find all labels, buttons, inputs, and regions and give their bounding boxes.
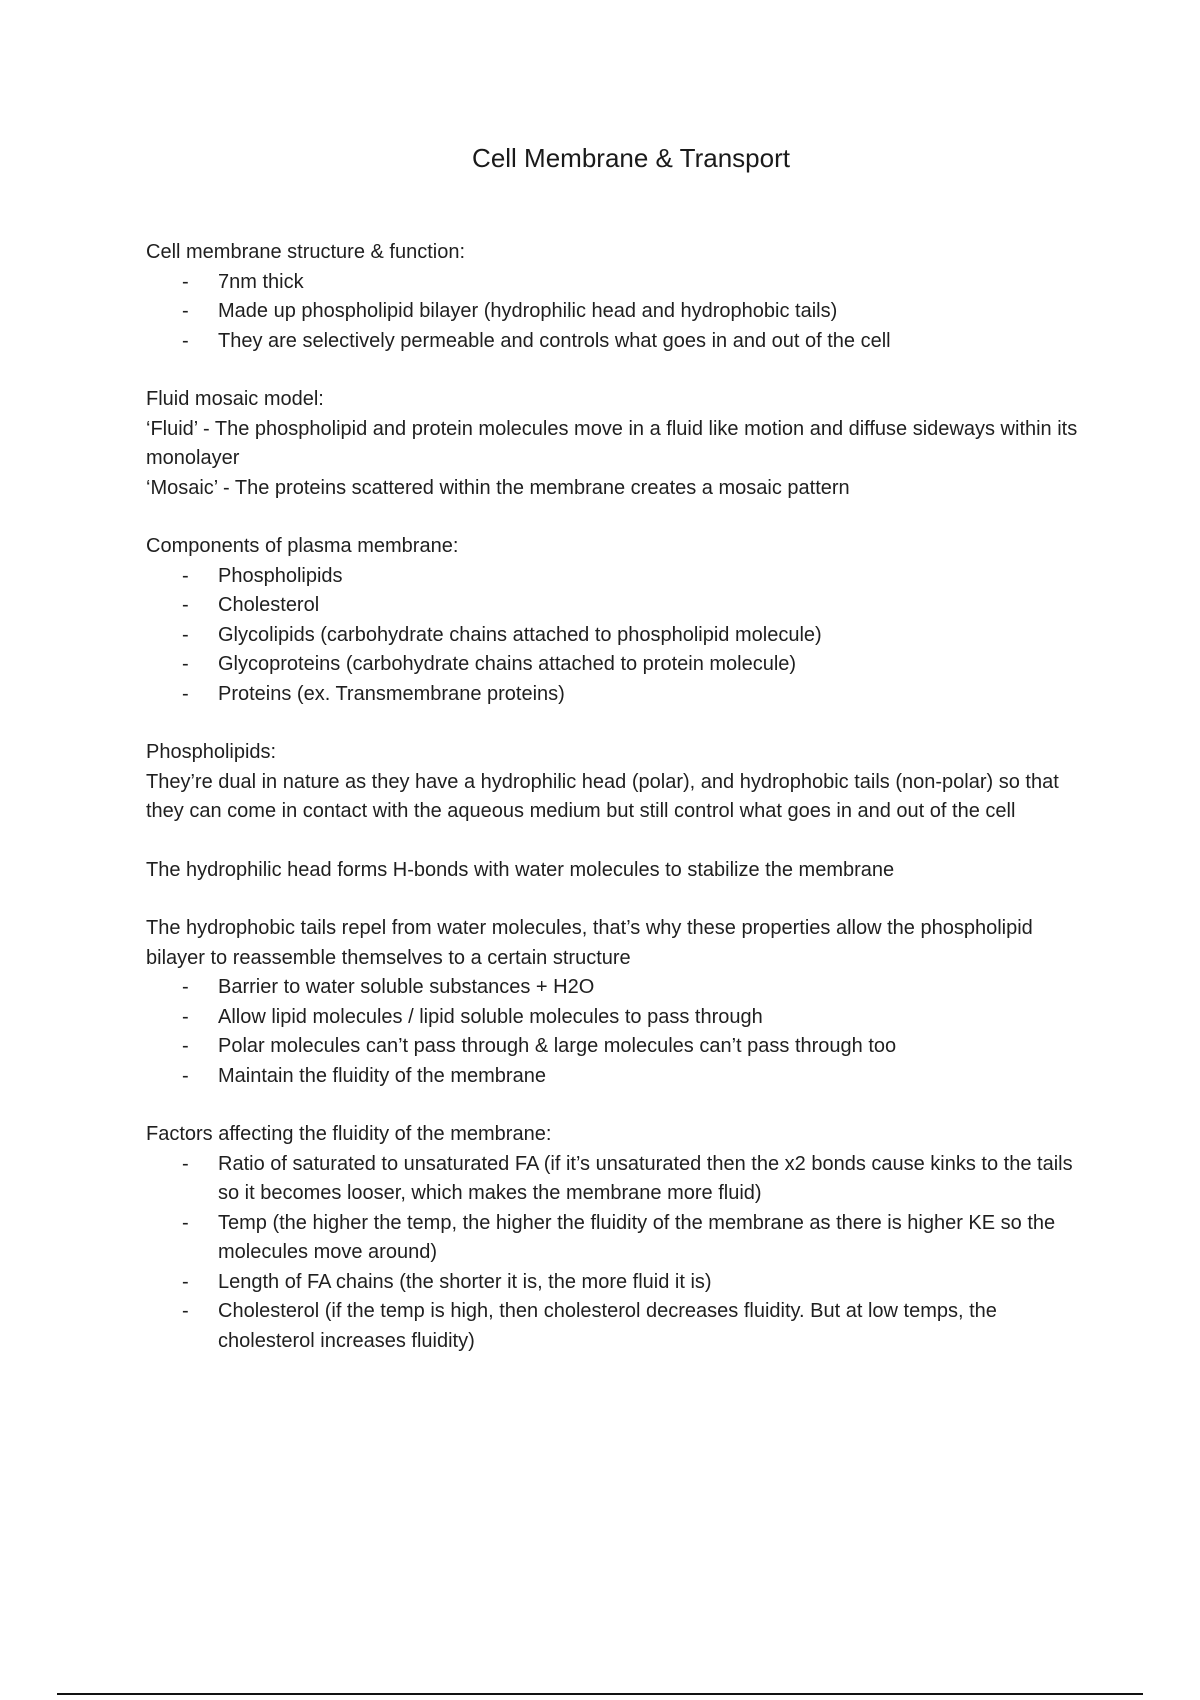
section-heading: Fluid mosaic model:	[146, 388, 324, 410]
section-heading: Components of plasma membrane:	[146, 535, 459, 557]
list-item: - Cholesterol	[146, 591, 1096, 621]
list-item: - Cholesterol (if the temp is high, then cholesterol decreases fluidity. But at low temps, the cholesterol increases fluidity)	[146, 1297, 1096, 1356]
section-factors	[146, 1120, 1096, 1356]
list-item: - Glycolipids (carbohydrate chains attached to phospholipid molecule)	[146, 621, 1096, 651]
paragraph: The hydrophobic tails repel from water molecules, that’s why these properties allow the phospholipid bilayer to reassemble themselves to a certain structure	[146, 917, 1033, 969]
list-item: - Length of FA chains (the shorter it is, the more fluid it is)	[146, 1268, 1096, 1298]
list-item: - Maintain the fluidity of the membrane	[146, 1062, 1096, 1092]
bullet-list	[146, 562, 1096, 710]
section-hydrophobic	[146, 914, 1096, 1091]
list-item: - Proteins (ex. Transmembrane proteins)	[146, 680, 1096, 710]
list-item: - 7nm thick	[146, 268, 1096, 298]
section-heading: Phospholipids:	[146, 741, 277, 763]
section-fluid-mosaic	[146, 385, 1096, 503]
list-item: - Allow lipid molecules / lipid soluble molecules to pass through	[146, 1003, 1096, 1033]
paragraph-fluid: ‘Fluid’ - The phospholipid and protein molecules move in a fluid like motion and diffuse sideways within its monolayer	[146, 417, 1078, 469]
section-components	[146, 532, 1096, 709]
section-structure	[146, 238, 1096, 356]
section-hydrophilic	[146, 856, 1096, 886]
bullet-list	[146, 1150, 1096, 1357]
bullet-list	[146, 268, 1096, 357]
list-item: - They are selectively permeable and controls what goes in and out of the cell	[146, 327, 1096, 357]
paragraph: They’re dual in nature as they have a hydrophilic head (polar), and hydrophobic tails (non-polar) so that they can come in contact with the aqueous medium but still control what goes in and out of the cell	[146, 770, 1059, 822]
document-page	[146, 143, 1096, 1385]
bullet-list	[146, 973, 1096, 1091]
section-heading: Cell membrane structure & function:	[146, 241, 466, 263]
list-item: - Temp (the higher the temp, the higher the fluidity of the membrane as there is higher KE so the molecules move around)	[146, 1209, 1096, 1268]
section-phospholipids	[146, 738, 1096, 827]
section-heading: Factors affecting the fluidity of the membrane:	[146, 1123, 552, 1145]
list-item: - Glycoproteins (carbohydrate chains attached to protein molecule)	[146, 650, 1096, 680]
list-item: - Ratio of saturated to unsaturated FA (if it’s unsaturated then the x2 bonds cause kinks to the tails so it becomes looser, which makes the membrane more fluid)	[146, 1150, 1096, 1209]
list-item: - Made up phospholipid bilayer (hydrophilic head and hydrophobic tails)	[146, 297, 1096, 327]
list-item: - Polar molecules can’t pass through & large molecules can’t pass through too	[146, 1032, 1096, 1062]
page-title: Cell Membrane & Transport	[472, 143, 790, 173]
paragraph-mosaic: ‘Mosaic’ - The proteins scattered within the membrane creates a mosaic pattern	[146, 476, 850, 499]
page-bottom-divider	[57, 1693, 1143, 1695]
paragraph: The hydrophilic head forms H-bonds with water molecules to stabilize the membrane	[146, 858, 895, 881]
list-item: - Barrier to water soluble substances + H2O	[146, 973, 1096, 1003]
list-item: - Phospholipids	[146, 562, 1096, 592]
